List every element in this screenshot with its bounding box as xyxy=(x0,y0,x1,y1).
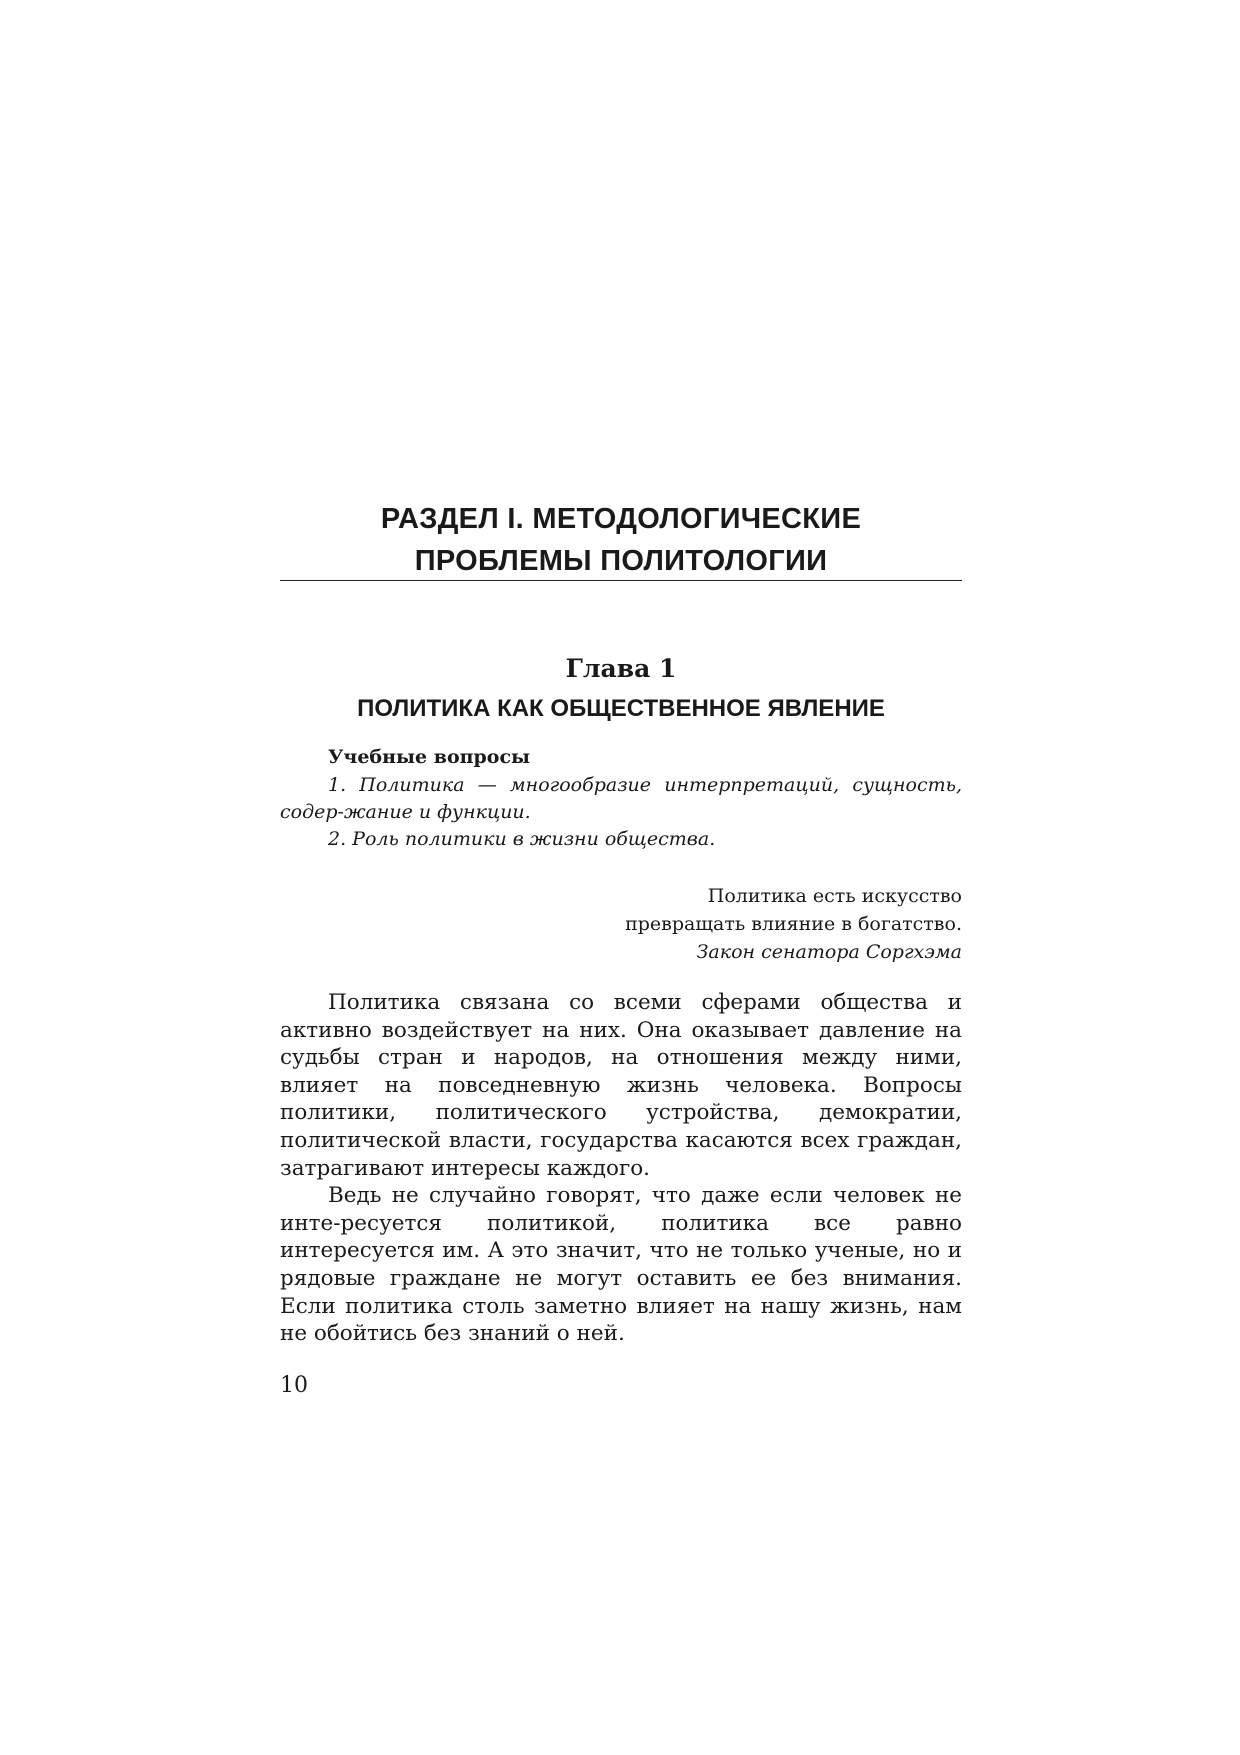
paragraph-1: Политика связана со всеми сферами общества и активно воздействует на них. Она оказывает давление на судьбы стран и народов, на отношения между ними, влияет на повседневную жизнь человека. Вопросы политики, политического устройства, демократии, политической власти, государства касаются всех граждан, затрагивают интересы каждого. xyxy=(280,990,962,1181)
section-title-line-2: ПРОБЛЕМЫ ПОЛИТОЛОГИИ xyxy=(414,545,828,577)
epigraph-line-1: Политика есть искусство xyxy=(707,885,962,907)
study-question-2: 2. Роль политики в жизни общества. xyxy=(328,828,716,850)
study-questions xyxy=(280,744,962,853)
chapter-label: Глава 1 xyxy=(565,654,677,683)
epigraph-author: Закон сенатора Соргхэма xyxy=(696,941,962,963)
section-title-line-1: РАЗДЕЛ I. МЕТОДОЛОГИЧЕСКИЕ xyxy=(380,503,862,535)
section-title xyxy=(280,498,962,582)
section-divider xyxy=(280,580,962,581)
body-text xyxy=(280,989,962,1348)
epigraph-line-2: превращать влияние в богатство. xyxy=(625,913,962,935)
study-question-1: 1. Политика — многообразие интерпретаций, сущность, содер-жание и функции. xyxy=(280,774,962,823)
epigraph xyxy=(280,882,962,966)
study-questions-heading: Учебные вопросы xyxy=(328,746,531,768)
paragraph-2: Ведь не случайно говорят, что даже если человек не инте-ресуется политикой, политика все равно интересуется им. А это значит, что не только ученые, но и рядовые граждане не могут оставить ее без внимания. Если политика столь заметно влияет на нашу жизнь, нам не обойтись без знаний о ней. xyxy=(280,1183,962,1347)
page-number: 10 xyxy=(280,1373,308,1398)
chapter-heading xyxy=(280,649,962,729)
chapter-title: ПОЛИТИКА КАК ОБЩЕСТВЕННОЕ ЯВЛЕНИЕ xyxy=(357,695,885,722)
